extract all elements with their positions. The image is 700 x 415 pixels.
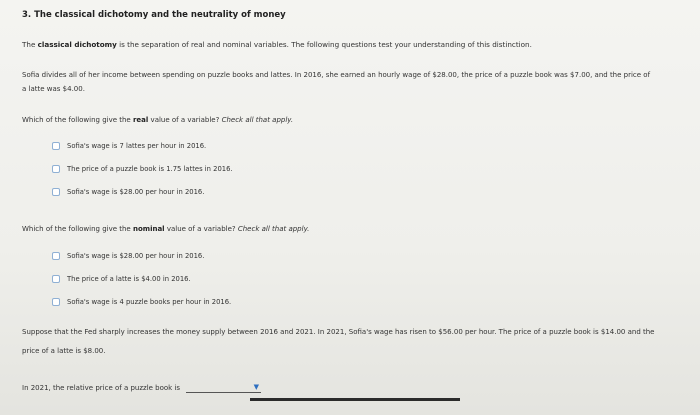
q1-middle: value of a variable? bbox=[150, 116, 220, 124]
option-label: Sofia's wage is $28.00 per hour in 2016. bbox=[67, 188, 205, 196]
q1-option-1[interactable] bbox=[52, 142, 206, 150]
q2-instruction: Check all that apply. bbox=[237, 225, 310, 233]
q2-option-3[interactable] bbox=[52, 298, 231, 306]
checkbox[interactable] bbox=[52, 142, 60, 150]
question-real bbox=[22, 116, 293, 124]
option-label: The price of a puzzle book is 1.75 lattes in 2016. bbox=[67, 165, 233, 173]
question-nominal bbox=[22, 225, 309, 233]
q2-middle: value of a variable? bbox=[166, 225, 236, 233]
caret-down-icon: ▼ bbox=[253, 383, 260, 391]
q1-prefix: Which of the following give the bbox=[22, 116, 131, 124]
intro-bold-term: classical dichotomy bbox=[37, 40, 117, 49]
q1-option-3[interactable] bbox=[52, 188, 204, 196]
q2-option-2[interactable] bbox=[52, 275, 191, 283]
q1-option-2[interactable] bbox=[52, 165, 233, 173]
intro-suffix: is the separation of real and nominal variables. The following questions test your understanding of this distinction. bbox=[119, 40, 532, 49]
checkbox[interactable] bbox=[52, 188, 60, 196]
option-label: Sofia's wage is 7 lattes per hour in 2016. bbox=[67, 142, 207, 150]
q2-option-1[interactable] bbox=[52, 252, 204, 260]
checkbox[interactable] bbox=[52, 298, 60, 306]
checkbox[interactable] bbox=[52, 252, 60, 260]
answer-row bbox=[22, 383, 261, 393]
option-label: The price of a latte is $4.00 in 2016. bbox=[67, 275, 191, 283]
relative-price-dropdown[interactable] bbox=[186, 383, 261, 393]
intro-text bbox=[22, 40, 532, 49]
answer-prompt: In 2021, the relative price of a puzzle book is bbox=[22, 384, 181, 392]
scenario-text: Sofia divides all of her income between spending on puzzle books and lattes. In 2016, she earned an hourly wage of $28.00, the price of a puzzle book was $7.00, and the price of a latte was $4.00. bbox=[22, 71, 651, 93]
divider bbox=[250, 398, 460, 401]
option-label: Sofia's wage is 4 puzzle books per hour in 2016. bbox=[67, 298, 232, 306]
q1-bold: real bbox=[132, 116, 149, 124]
scenario-2021-text: Suppose that the Fed sharply increases the money supply between 2016 and 2021. In 2021, Sofia's wage has risen to $56.00 per hour. The price of a puzzle book is $14.00 and the price of a latte is $8.00. bbox=[22, 328, 655, 355]
checkbox[interactable] bbox=[52, 165, 60, 173]
option-label: Sofia's wage is $28.00 per hour in 2016. bbox=[67, 252, 205, 260]
q1-instruction: Check all that apply. bbox=[221, 116, 294, 124]
checkbox[interactable] bbox=[52, 275, 60, 283]
intro-prefix: The bbox=[22, 40, 36, 49]
question-title: 3. The classical dichotomy and the neutrality of money bbox=[22, 10, 286, 20]
q2-bold: nominal bbox=[132, 225, 165, 233]
q2-prefix: Which of the following give the bbox=[22, 225, 131, 233]
